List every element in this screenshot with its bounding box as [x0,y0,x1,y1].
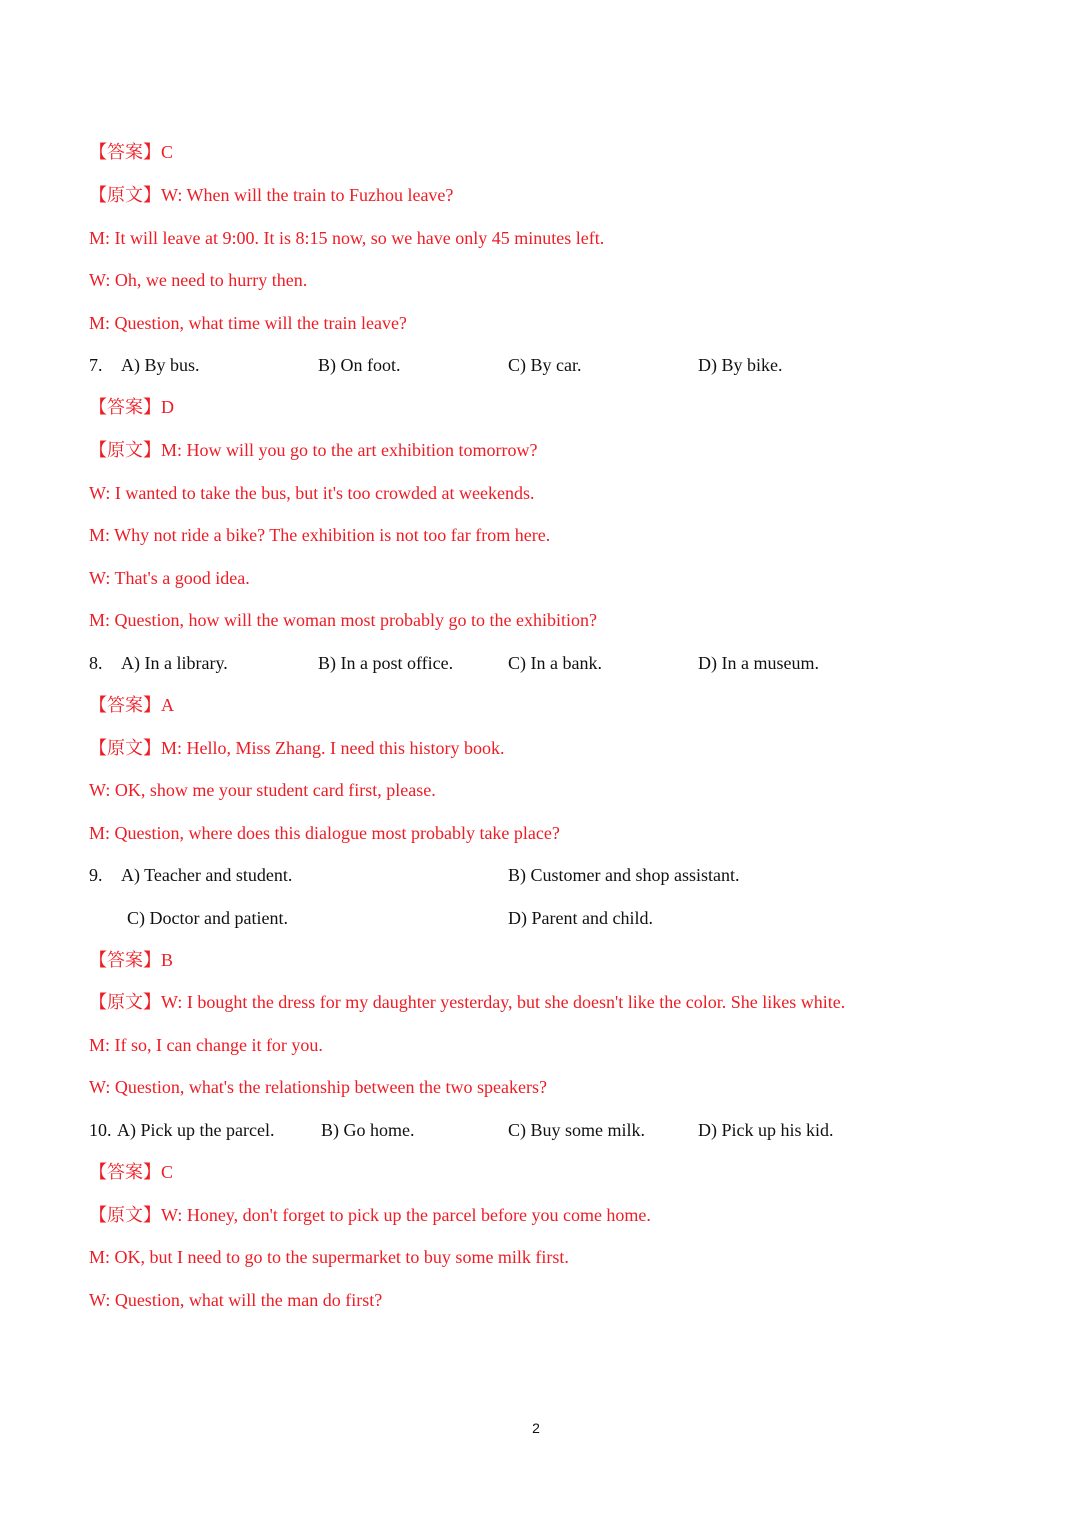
q6-script-line: W: Oh, we need to hurry then. [89,270,308,290]
q8-option-a: A) In a library. [121,653,228,673]
q10-answer: 【答案】C [89,1162,174,1182]
q10-option-a: A) Pick up the parcel. [117,1120,275,1140]
q10-script-line: M: OK, but I need to go to the supermarket to buy some milk first. [89,1247,569,1267]
q8-script-line: W: OK, show me your student card first, please. [89,780,436,800]
q7-script-line: 【原文】M: How will you go to the art exhibition tomorrow? [89,440,538,460]
q9-script-line: 【原文】W: I bought the dress for my daughter yesterday, but she doesn't like the color. She likes white. [89,992,846,1012]
q7-number: 7. [89,355,103,375]
q8-script-line: M: Question, where does this dialogue most probably take place? [89,823,560,843]
q9-script-line: W: Question, what's the relationship between the two speakers? [89,1077,547,1097]
q9-number: 9. [89,865,103,885]
q9-script-line: M: If so, I can change it for you. [89,1035,323,1055]
q6-script-line: M: Question, what time will the train leave? [89,313,407,333]
q6-script-line: M: It will leave at 9:00. It is 8:15 now, so we have only 45 minutes left. [89,228,605,248]
q10-script-line: 【原文】W: Honey, don't forget to pick up the parcel before you come home. [89,1205,651,1225]
q10-option-c: C) Buy some milk. [508,1120,646,1140]
q9-option-c: C) Doctor and patient. [127,908,288,928]
q7-answer: 【答案】D [89,397,174,417]
q9-option-d: D) Parent and child. [508,908,653,928]
q6-answer: 【答案】C [89,142,174,162]
q9-option-a: A) Teacher and student. [121,865,293,885]
q7-script-line: M: Why not ride a bike? The exhibition is not too far from here. [89,525,551,545]
q10-number: 10. [89,1120,112,1140]
q9-answer: 【答案】B [89,950,174,970]
q8-option-b: B) In a post office. [318,653,454,673]
q9-option-b: B) Customer and shop assistant. [508,865,740,885]
q8-answer: 【答案】A [89,695,174,715]
q7-option-b: B) On foot. [318,355,401,375]
q7-option-c: C) By car. [508,355,582,375]
q8-script-line: 【原文】M: Hello, Miss Zhang. I need this history book. [89,738,505,758]
page-number: 2 [532,1420,540,1436]
q6-script-line: 【原文】W: When will the train to Fuzhou leave? [89,185,454,205]
q8-option-d: D) In a museum. [698,653,819,673]
q7-script-line: W: That's a good idea. [89,568,250,588]
q7-script-line: M: Question, how will the woman most probably go to the exhibition? [89,610,597,630]
q8-number: 8. [89,653,103,673]
q7-script-line: W: I wanted to take the bus, but it's too crowded at weekends. [89,483,535,503]
q7-option-a: A) By bus. [121,355,200,375]
q10-option-d: D) Pick up his kid. [698,1120,834,1140]
q10-script-line: W: Question, what will the man do first? [89,1290,383,1310]
q8-option-c: C) In a bank. [508,653,602,673]
q10-option-b: B) Go home. [321,1120,415,1140]
q7-option-d: D) By bike. [698,355,783,375]
